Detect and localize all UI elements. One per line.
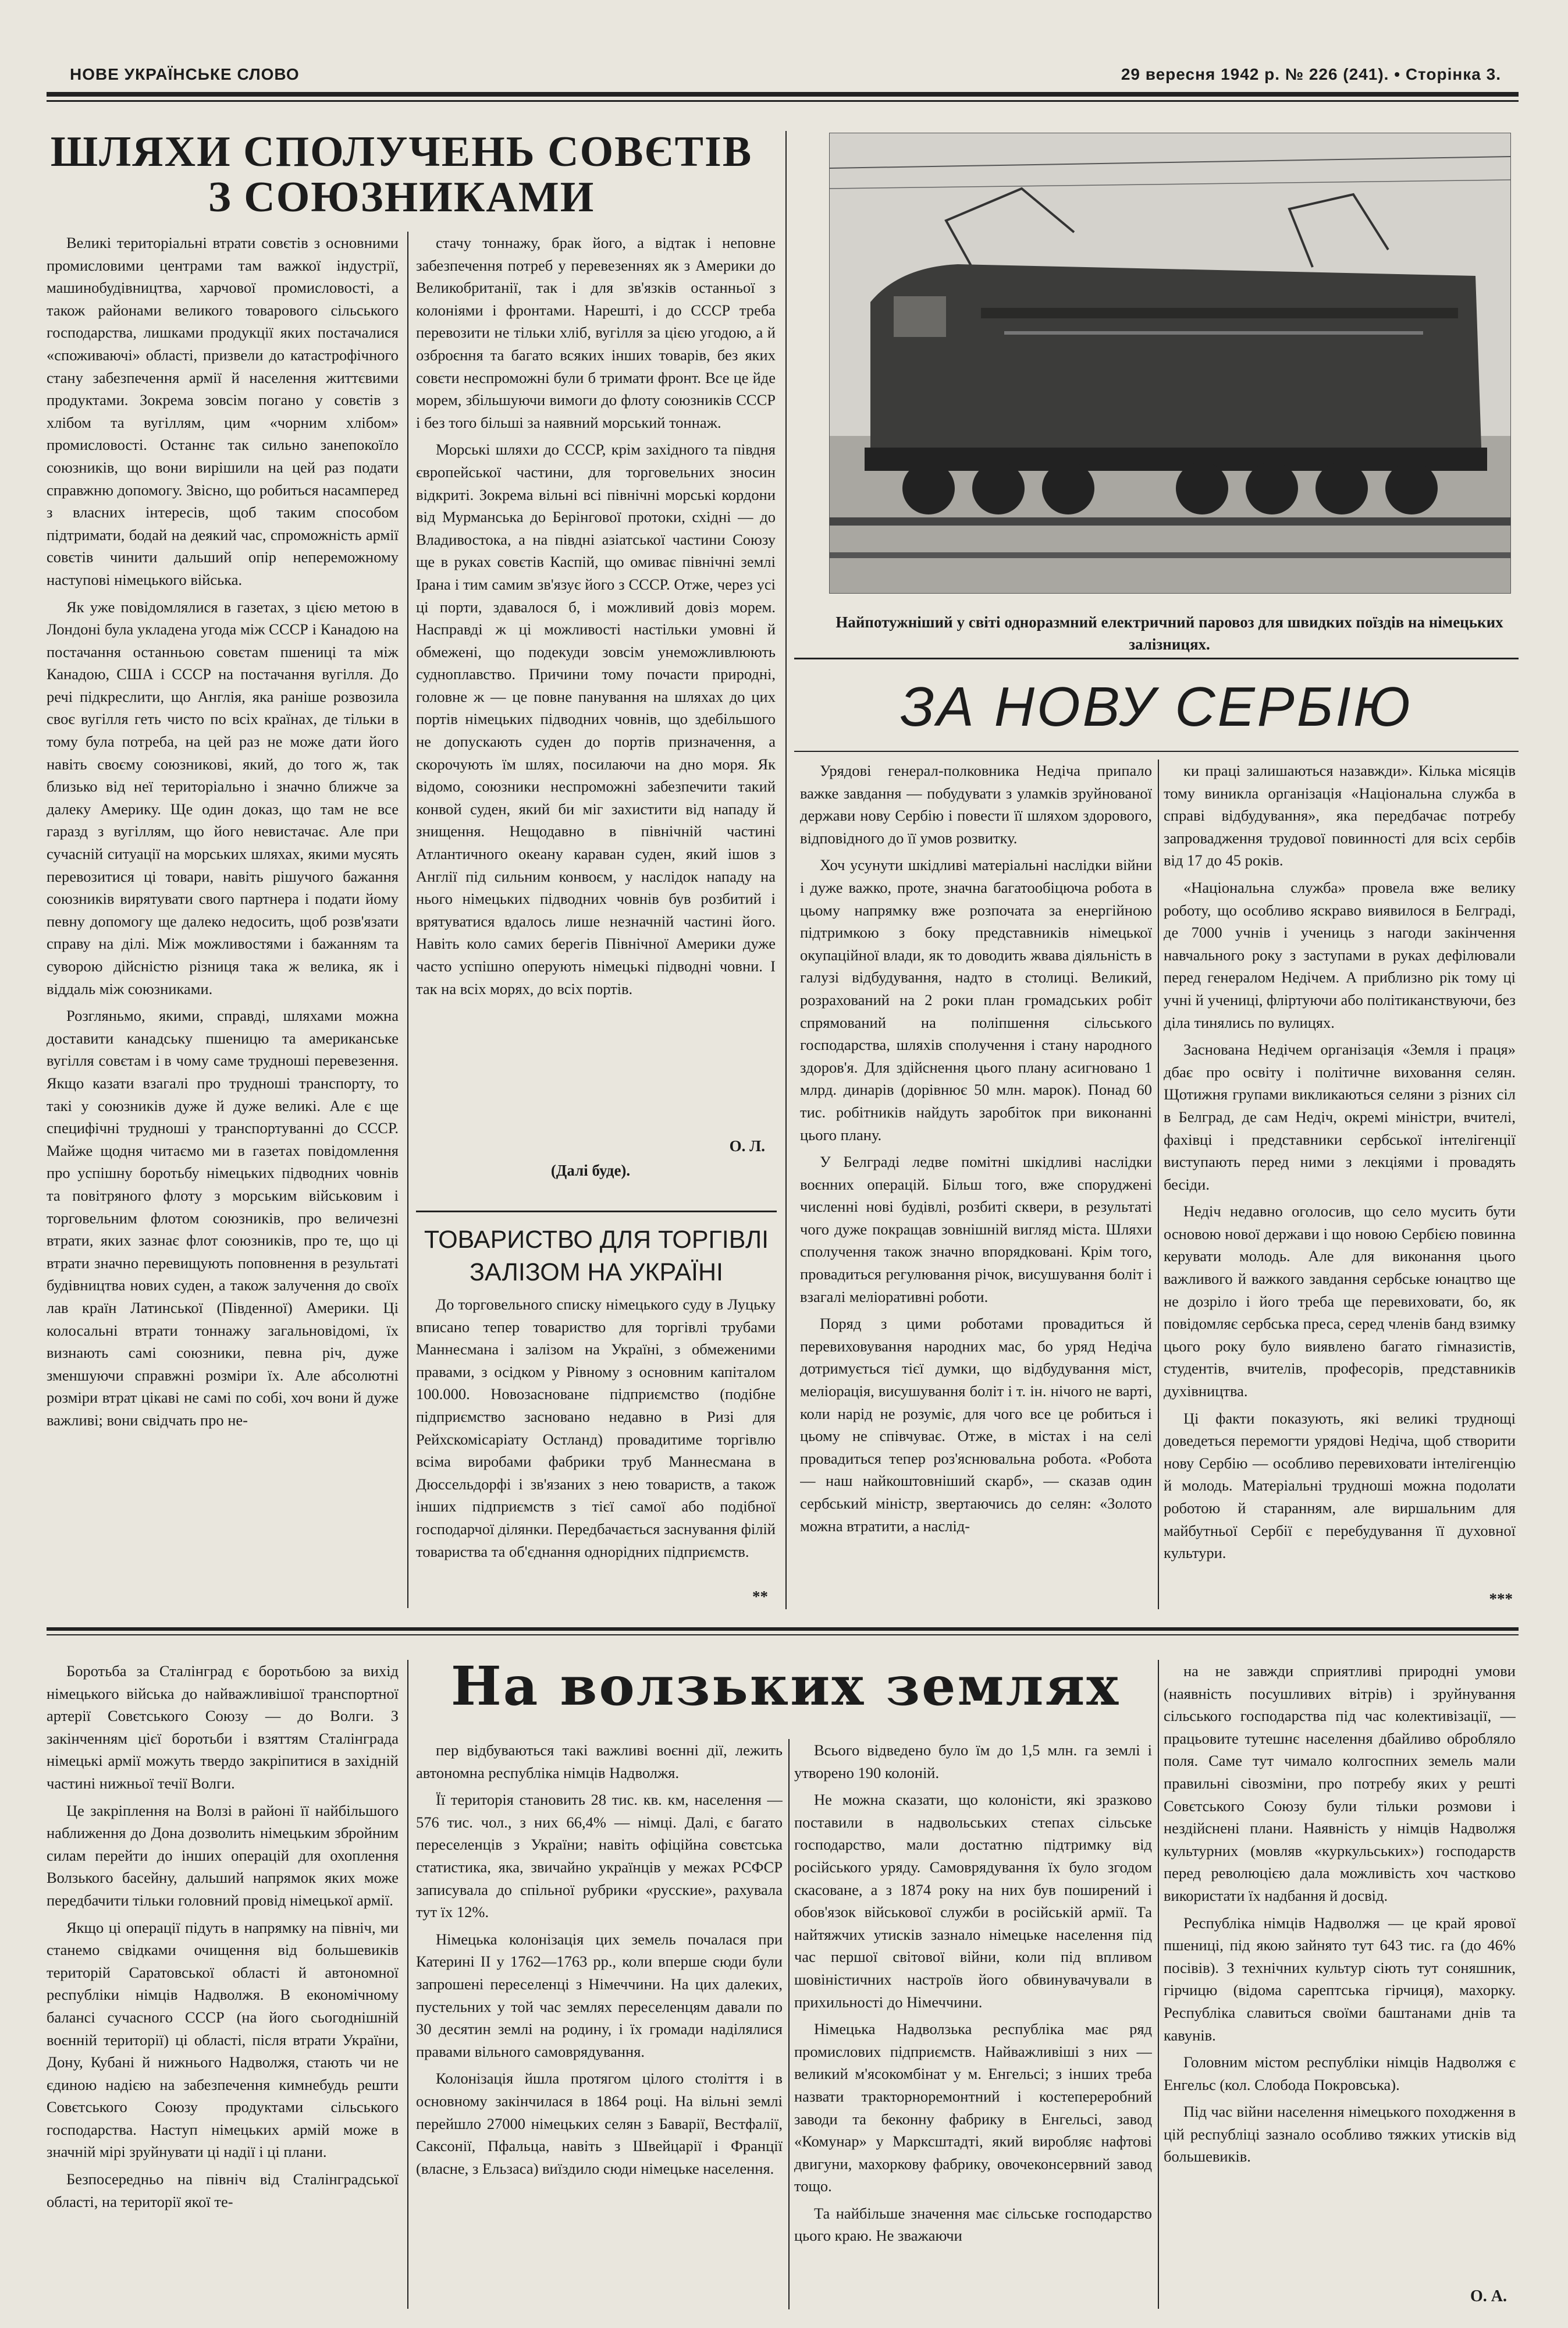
paragraph: Безпосередньо на північ від Сталінградської області, на території якої те- [47,2170,399,2210]
section-rule-thick [47,1627,1519,1631]
article-column [416,232,776,1157]
paragraph: Великі територіальні втрати совєтів з основними промисловими центрами там важкої індустрії, машинобудівництва, харчової промисловості, а також районами великого товарового сільського господарства, лишками продукції яких постачалися «споживаючі» області, призвели до катастрофічного стану забезпечення армії й населення життєвими продуктами. Зокрема зовсім погано у совєтів з хлібом та вугіллям, цим «чорним хлібом» промисловості. Останнє так сильно занепокоїло союзників, що вони вирішили на цей раз подати справжню допомогу. Звісно, що робиться насамперед з власних інтересів, щоб таким способом підтримати, бодай на деякий час, спроможність армії совєтів чинити дальший опір непереможному наступові німецького війська. [47,234,399,588]
article-column [794,1739,1152,2311]
paragraph: У Белграді ледве помітні шкідливі наслідки воєнних операцій. Більш того, вже споруджені численні нові будівлі, розбиті сквери, в результаті чого дуже покращав зовнішній вигляд міста. Шляхи сполучення також значно впорядковані. Крім того, провадиться регулювання річок, висушування боліт і взагалі меліоративні роботи. [800,1153,1152,1305]
paragraph: Заснована Недічем організація «Земля і праця» дбає про освіту і політичне виховання селян. Щотижня групами викликаються селяни з різних сіл в Белград, де сам Недіч, окремі міністри, вчителі, фахівці і представники сербської інтелігенції виступають перед ними з лекціями і провадять бесіди. [1164,1041,1516,1193]
column-rule [407,1660,408,2309]
paragraph: на не завжди сприятливі природні умови (наявність посушливих вітрів) і зруйнування сільського господарства під час колективізації, — працьовите тутешнє населення дбайливо обробляло поля. Саме тут чимало колгоспних земель мали правильні сівозміни, про потребу яких у решті Совєтського Союзу були тільки розмови і нездійснені плани. Наявність у німців Надволжя культурних (мовляв «куркульських») господарств перед революцією дала можливість хоч частково використати їх надбання й досвід. [1164,1662,1516,1904]
article-column [1164,760,1516,1589]
column-rule [407,232,408,1608]
section-rule [416,1211,777,1212]
article-title-line: ШЛЯХИ СПОЛУЧЕНЬ СОВЄТІВ [50,128,753,176]
paragraph: Всього відведено було їм до 1,5 млн. га землі і утворено 190 колоній. [794,1741,1152,1782]
header-rule-thin [47,100,1519,102]
article-title-line: ТОВАРИСТВО ДЛЯ ТОРГІВЛІ [424,1226,769,1254]
paragraph: Хоч усунути шкідливі матеріальні наслідки війни і дуже важко, проте, значна багатообіцюча робота в цьому напрямку вже розпочата за енергійною підтримкою з боку представників німецької окупаційної влади, як то доводить жвава діяльність в галузі відбудування, надто в столиці. Великий, розрахований на 2 роки план громадських робіт спрямований на поліпшення сільського господарства, шляхів сполучення і стану народного здоров'я. Для здійснення цього плану асигновано 1 млрд. динарів (дорівнює 50 млн. марок). Понад 60 тис. робітників найдуть заробіток при виконанні цього плану. [800,856,1152,1144]
column-rule [1158,760,1159,1609]
paragraph: Як уже повідомлялися в газетах, з цією метою в Лондоні була укладена угода між СССР і Канадою на постачання останньою совєтам пшениці та між Канадою, США і СССР на постачання вугілля. До речі підкреслити, що Англія, яка раніше розвозила своє вугілля геть чисто по всіх країнах, де тільки в тому була потреба, на цей раз не може дати його навіть своєму союзникові, який, до того ж, так близько від неї територіально і значно ближче за далеку Америку. Ще один доказ, що там не все гаразд з вугіллям, що його невистачає. Але при сучасній ситуації на морських шляхах, якими мусять перевозитися ці товари, навіть рішучого бажання союзників вирятувати свого партнера і подати йому певну допомогу ще далеко недосить, щоб розв'язати справу на ділі. Між можливостями і бажанням та суворою дійсністю різниця така ж велика, як і віддаль між союзниками. [47,598,399,998]
article-title [416,1223,777,1289]
article-column [800,760,1152,1615]
paragraph: Поряд з цими роботами провадиться й перевиховування народних мас, бо уряд Недіча дотримується тієї думки, що відбудування міст, меліорація, висушування боліт і т. ін. нічого не варті, коли нарід не розуміє, для чого все це робиться і цьому не співчуває. Отже, в містах і на селі провадиться тепер роз'яснювальна робота. «Робота — наш найкоштовніший скарб», — сказав один сербський міністр, звертаючись до селян: «Золото можна втратити, а наслід- [800,1315,1152,1535]
paragraph: ки праці залишаються назавжди». Кілька місяців тому виникла організація «Національна служба в справі відбудування», яка передбачає потребу запровадження трудової повинності для всіх сербів від 17 до 45 років. [1164,762,1516,870]
article-column [47,232,399,1610]
paragraph: Під час війни населення німецького походження в цій республіці зазнало особливо тяжких утисків від большевиків. [1164,2103,1516,2166]
paragraph: стачу тоннажу, брак його, а відтак і неповне забезпечення потреб у перевезеннях як з Америки до Великобританії, так і для зв'язків останньої з колоніями і фронтами. Нарешті, і до СССР треба перевозити не тільки хліб, вугілля за цією угодою, а й озброєння та багато всяких інших товарів, без яких совєти неспроможні були б тримати фронт. Все це йде морем, збільшуючи вимоги до флоту союзників СССР і без того більші за наявний морський тоннаж. [416,234,776,431]
newspaper-name: НОВЕ УКРАЇНСЬКЕ СЛОВО [70,65,300,83]
paragraph: Головним містом республіки німців Надволжя є Енгельс (кол. Слобода Покровська). [1164,2053,1516,2093]
header-rule-thick [47,92,1519,97]
paragraph: Боротьба за Сталінград є боротьбою за вихід німецького війська до найважливішої транспортної артерії Совєтського Союзу — до Волги. З закінченням цієї боротьби і взяттям Сталінграда німецькі армії можуть твердо закріпитися в західній частині нижньої течії Волги. [47,1662,399,1792]
paragraph: Морські шляхи до СССР, крім західного та півдня європейської частини, для торговельних зносин відкриті. Зокрема вільні всі північні морські кордони від Мурманська до Берінгової протоки, східні — до Владивостока, а на півдні азіатської частини Союзу ще в руках совєтів Каспій, що омиває північні землі Ірана і тим самим зв'язує його з СССР. Отже, через усі ці порти, здавалося б, і можливий довіз морем. Насправді ж ці можливості настільки умовні й обмежені, що подекуди зовсім унеможливлюють судноплавство. Причини тому почасти природні, головне ж — це повне панування на шляхах до цих портів німецьких підводних човнів, що здебільшого не допускають суден до портів призначення, а скорочують їм шлях, посилаючи на дно моря. Як відомо, союзники неспроможні забезпечити такий конвой суден, який би міг захистити від нападу й знищення. Нещодавно в північній частині Атлантичного океану караван суден, який ішов з Англії під сильним конвоєм, у наслідок нападу на нього німецьких підводних човнів був розбитий і врятуватися вдалось лише незначній частині його. Навіть коло самих берегів Північної Америки дуже часто успішно оперують німецькі підводні човни. І так на всіх морях, до всіх портів. [416,441,776,998]
section-rule [794,751,1519,752]
locomotive-photo [829,133,1511,594]
photo-caption: Найпотужніший у світі одноразмний електричний паровоз для швидких поїздів на німецьких залізницях. [835,613,1503,653]
signature: *** [1489,1590,1513,1607]
paragraph: пер відбуваються такі важливі воєнні дії, лежить автономна республіка німців Надволжя. [416,1741,783,1782]
column-rule [788,1739,790,2309]
section-rule-thin [47,1634,1519,1635]
article-title-line: З СОЮЗНИКАМИ [208,173,595,221]
paragraph: Це закріплення на Волзі в районі її найбільшого наближення до Дона дозволить німецьким збройним силам перейти до інших операцій для охоплення Волзького басейну, дальший напрямок яких може передбачити тільки головний провід німецької армії. [47,1801,399,1909]
article-title: На волзьких землях [450,1655,1121,1717]
column-rule [1158,1660,1159,2309]
paragraph: До торговельного списку німецького суду в Луцьку вписано тепер товариство для торгівлі трубами Маннесмана і залізом на Україні, з обмеженими правами, з осідком у Рівному з основним капіталом 100.000. Новозасноване підприємство (подібне підприємство засновано недавно в Ризі для Рейхскомісаріату Остланд) провадитиме торгівлю всіма виробами фабрики труб Маннесмана в Дюссельдорфі і зв'язаних з нею товариств, а також інших підприємств з тієї самої або подібної господарчої ділянки. Передбачається заснування філій товариства та об'єднання однорідних підприємств. [416,1296,776,1560]
article-title [41,129,762,220]
article-column [47,1660,399,2311]
paragraph: Урядові генерал-полковника Недіча припало важке завдання — побудувати з уламків зруйнованої держави нову Сербію і повести її шляхом здорового, відповідного до її умов розвитку. [800,762,1152,847]
dateline: 29 вересня 1942 р. № 226 (241). • Сторінка 3. [1121,65,1501,83]
article-column [1164,1660,1516,2286]
paragraph: Республіка німців Надволжя — це край ярової пшениці, під якою зайнято тут 643 тис. га (до 46% посівів). З технічних культур сіють тут соняшник, гірчицю (відома сарептська гірчиця), махорку. Республіка славиться своїми баштанами днів та кавунів. [1164,1914,1516,2044]
paragraph: Її територія становить 28 тис. кв. км, населення — 576 тис. чол., з них 66,4% — німці. Далі, є багато переселенців з України; навіть офіційна совєтська статистика, яка, звичайно українців у межах РСФСР записувала до спільної рубрики «русские», рахувала тут їх 12%. [416,1791,783,1921]
paragraph: Недіч недавно оголосив, що село мусить бути основою нової держави і що новою Сербією повинна керувати молодь. Але для виконання цього важливого й важкого завдання сербське юнацтво ще не дозріло і його треба ще перевиховати, бо, як повідомляє сербська преса, серед членів банд взимку цього року було виявлено багато гімназистів, студентів, вчителів, професорів, представників духівництва. [1164,1202,1516,1400]
article-title-line: ЗАЛІЗОМ НА УКРАЇНІ [470,1258,723,1286]
locomotive-image [830,133,1510,593]
paragraph: Колонізація йшла протягом цілого століття і в основному закінчилася в 1864 році. На вільні землі перейшло 27000 німецьких селян з Баварії, Вестфалії, Саксонії, Пфальца, навіть з Швейцарії і Франції (власне, з Ельзаса) виїздило сюди німецьке населення. [416,2070,783,2177]
paragraph: Та найбільше значення має сільське господарство цього краю. Не зважаючи [794,2204,1152,2245]
signature: О. Л. [729,1137,765,1155]
article-column [416,1293,776,1610]
article-column [416,1739,783,2311]
paragraph: «Національна служба» провела вже велику роботу, що особливо яскраво виявилося в Белграді, де 7000 учнів і учениць з нагоди закінчення навчального року з заступами в руках дефілювали перед генералом Недічем. А приблизно рік тому ці учні й учениці, фліртуючи або політиканствуючи, без діла тинялись по вулицях. [1164,878,1516,1031]
paragraph: Розгляньмо, якими, справді, шляхами можна доставити канадську пшеницю та американське вугілля совєтам і в чому саме трудноші перевезення. Якщо казати взагалі про трудноші транспорту, то такі у союзників дуже й дуже великі. Але є ще специфічні трудноші у транспортуванні до СССР. Майже щодня читаємо ми в газетах повідомлення про успішну боротьбу німецьких підводних човнів та повітряного флоту з морським військовим і торговельним флотом союзників, про величезні втрати, яких зазнає флот союзників, про те, що ці втрати значно перевищують поповнення в результаті будівництва нових суден, а також залучення до своїх лав країн Латинської (Південної) Америки. Ці колосальні втрати тоннажу загальновідомі, їх визнають самі союзники, певна річ, дуже зменшуючи справжні розміри їх. Але абсолютні розміри втрат цікаві не самі по собі, хоч вони й дуже важливі; вони свідчать про не- [47,1007,399,1429]
paragraph: Ці факти показують, які великі труднощі доведеться перемогти урядові Недіча, щоб створити нову Сербію — особливо перевиховати інтелігенцію й молодь. Матеріальні трудноші можна подолати роботою й старанням, але виршальним для майбутньої Сербії є перебудування її духовної культури. [1164,1409,1516,1562]
article-title: ЗА НОВУ СЕРБІЮ [900,676,1413,738]
section-rule [794,658,1519,659]
signature: О. А. [1470,2287,1507,2305]
signature: ** [752,1588,768,1605]
paragraph: Німецька Надволзька республіка має ряд промислових підприємств. Найважливіші з них — великий м'ясокомбінат у м. Енгельсі; з інших треба назвати тракторноремонтний і костепереробний заводи та беконну фабрику в Енгельсі, завод «Комунар» у Марксштадті, який виробляє нафтові двигуни, махоркову фабрику, овочеконсервний завод тощо. [794,2020,1152,2195]
paragraph: Не можна сказати, що колоністи, які зразково поставили в надвольських степах сільське господарство, мали достатню підтримку від російського уряду. Самоврядування їх було згодом скасоване, а з 1874 року на них був поширений і обов'язок військової служби в російській армії. Та найтяжчих утисків зазнало німецьке населення під час першої світової війни, коли під впливом шовіністичних настроїв його обвинувачували в прихильності до Німеччини. [794,1791,1152,2011]
paragraph: Німецька колонізація цих земель почалася при Катерині II у 1762—1763 рр., коли вперше сюди були запрошені переселенці з Німеччини. На цих далеких, пустельних у той час землях переселенцям давали по 30 десятин землі на родину, і їх громади наділялися правами вільного самоврядування. [416,1930,783,2060]
paragraph: Якщо ці операції підуть в напрямку на північ, ми станемо свідками очищення від большевиків територій Саратовської області й автономної республіки німців Надволжя. В економічному балансі сучасного СССР (на його сьогоднішній воєнній території) ці області, після втрати України, Дону, Кубані й нижнього Надволжя, стають чи не єдиною надією на забезпечення кимнебудь решти Совєтського Союзу продуктами сільського господарства. Наступ німецьких армій може в значній мірі зруйнувати ці надії і ці плани. [47,1918,399,2161]
column-rule [785,131,787,1609]
continued-note: (Далі буде). [550,1162,631,1179]
